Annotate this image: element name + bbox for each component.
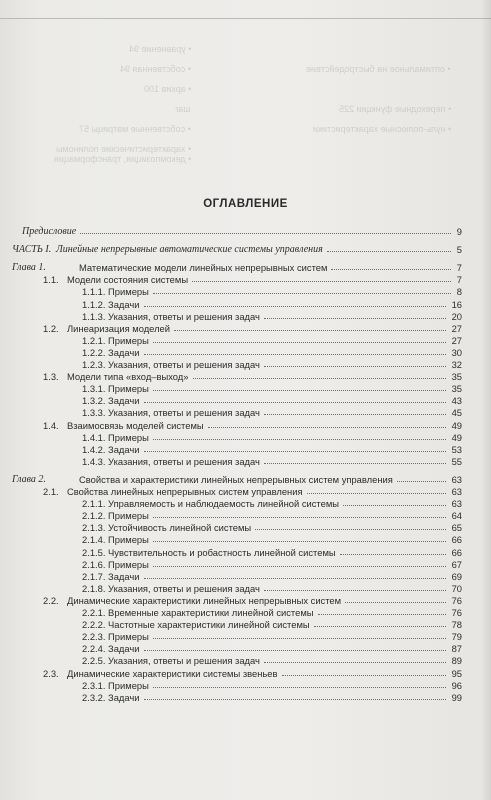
toc-entry-title: 2.3.2. Задачи bbox=[82, 691, 140, 703]
toc-entry-title: Предисловие bbox=[22, 226, 77, 237]
toc-leader-dots bbox=[192, 281, 451, 282]
toc-leader-dots bbox=[331, 269, 451, 270]
toc-entry bbox=[0, 383, 491, 395]
toc-leader-dots bbox=[343, 505, 446, 506]
toc-leader-dots bbox=[264, 366, 446, 367]
toc-entry-page: 78 bbox=[451, 619, 462, 631]
toc-entry-page: 55 bbox=[451, 455, 462, 467]
bleed-through-line: • декомпозиция, трансформация bbox=[53, 154, 191, 164]
toc-entry-page: 66 bbox=[451, 534, 462, 546]
toc-leader-dots bbox=[144, 354, 446, 355]
toc-entry bbox=[0, 522, 491, 534]
toc-leader-dots bbox=[174, 330, 446, 331]
toc-entry-title: Модели типа «вход–выход» bbox=[67, 371, 189, 383]
toc-entry bbox=[0, 262, 491, 274]
toc-entry-page: 63 bbox=[451, 498, 462, 510]
toc-entry-title: Математические модели линейных непрерывных систем bbox=[79, 262, 328, 274]
bleed-through-line: • собственные матрицы 57 bbox=[79, 124, 191, 134]
toc-entry bbox=[0, 607, 491, 619]
toc-entry-page: 43 bbox=[451, 395, 462, 407]
toc-entry-page: 76 bbox=[451, 594, 462, 606]
toc-entry bbox=[0, 359, 491, 371]
toc-entry bbox=[0, 226, 491, 238]
toc-entry bbox=[0, 299, 491, 311]
toc-entry bbox=[0, 444, 491, 456]
toc-entry-page: 7 bbox=[456, 274, 462, 286]
toc-leader-dots bbox=[153, 390, 446, 391]
bleed-through-line: • собственная 94 bbox=[120, 64, 191, 74]
toc-entry-page: 30 bbox=[451, 346, 462, 358]
toc-leader-dots bbox=[144, 650, 446, 651]
toc-entry-title: 1.4.1. Примеры bbox=[82, 431, 149, 443]
toc-entry-title: 2.1.7. Задачи bbox=[82, 570, 140, 582]
toc-leader-dots bbox=[255, 529, 446, 530]
toc-entry-title: 2.1.5. Чувствительность и робастность линейной системы bbox=[82, 546, 336, 558]
toc-entry-title: 1.4.3. Указания, ответы и решения задач bbox=[82, 455, 260, 467]
toc-entry-page: 99 bbox=[451, 691, 462, 703]
toc-entry-title: 1.2.3. Указания, ответы и решения задач bbox=[82, 359, 260, 370]
toc-leader-dots bbox=[80, 233, 451, 234]
toc-entry-title: 1.1.3. Указания, ответы и решения задач bbox=[82, 310, 260, 322]
toc-entry-title: 2.2.1. Временные характеристики линейной системы bbox=[82, 607, 314, 618]
toc-entry-title: 2.2.4. Задачи bbox=[82, 643, 140, 655]
toc-entry-title: Линеаризация моделей bbox=[67, 322, 170, 334]
toc-leader-dots bbox=[153, 566, 446, 567]
toc-entry-page: 8 bbox=[456, 286, 462, 298]
toc-entry-title: 1.1.1. Примеры bbox=[82, 286, 149, 298]
toc-entry-page: 32 bbox=[451, 359, 462, 370]
toc-leader-dots bbox=[264, 463, 446, 464]
toc-entry-page: 76 bbox=[451, 607, 462, 618]
toc-entry-title: 1.2.1. Примеры bbox=[82, 334, 149, 346]
toc-leader-dots bbox=[264, 414, 446, 415]
toc-entry bbox=[0, 335, 491, 347]
toc-entry-title: 1.1.2. Задачи bbox=[82, 298, 140, 310]
toc-entry-page: 66 bbox=[451, 546, 462, 558]
toc-entry-page: 63 bbox=[451, 486, 462, 497]
toc-entry-title: 2.2.3. Примеры bbox=[82, 631, 149, 643]
toc-entry bbox=[0, 432, 491, 444]
toc-entry-title: 2.1.8. Указания, ответы и решения задач bbox=[82, 582, 260, 594]
toc-leader-dots bbox=[153, 293, 451, 294]
toc-entry bbox=[0, 619, 491, 631]
toc-entry bbox=[0, 631, 491, 643]
toc-entry bbox=[0, 395, 491, 407]
toc-entry bbox=[0, 274, 491, 286]
toc-leader-dots bbox=[144, 306, 446, 307]
toc-entry-page: 63 bbox=[451, 473, 462, 485]
toc-leader-dots bbox=[144, 699, 446, 700]
toc-entry-title: 1.2.2. Задачи bbox=[82, 346, 140, 358]
bleed-through-line: • оптимальное на быстродействие bbox=[306, 64, 451, 74]
toc-leader-dots bbox=[208, 427, 446, 428]
toc-leader-dots bbox=[264, 590, 446, 591]
toc-entry-page: 16 bbox=[451, 298, 462, 310]
toc-leader-dots bbox=[193, 378, 446, 379]
bleed-through-line: • переходные функции 225 bbox=[338, 104, 451, 114]
toc-leader-dots bbox=[282, 675, 446, 676]
toc-leader-dots bbox=[327, 251, 451, 252]
toc-entry-number: 1.2. bbox=[43, 322, 59, 334]
toc-entry bbox=[0, 486, 491, 498]
toc-entry-page: 65 bbox=[451, 522, 462, 534]
toc-entry-page: 35 bbox=[451, 383, 462, 395]
toc-entry-number: 1.4. bbox=[43, 419, 59, 431]
toc-entry bbox=[0, 595, 491, 607]
toc-entry-title: 1.3.2. Задачи bbox=[82, 395, 140, 407]
toc-entry-title: Взаимосвязь моделей системы bbox=[67, 419, 204, 431]
toc-entry bbox=[0, 456, 491, 468]
toc-entry-page: 79 bbox=[451, 631, 462, 643]
toc-entry-title: Свойства линейных непрерывных систем управления bbox=[67, 486, 303, 497]
toc-entry-title: 1.3.3. Указания, ответы и решения задач bbox=[82, 407, 260, 419]
bleed-through-line: • уравнение 94 bbox=[128, 44, 191, 54]
toc-entry-number: ЧАСТЬ I. bbox=[12, 244, 52, 256]
toc-entry bbox=[0, 692, 491, 704]
bleed-through-line: • архив 100 bbox=[143, 84, 191, 94]
toc-entry-page: 89 bbox=[451, 655, 462, 667]
toc-leader-dots bbox=[144, 402, 446, 403]
toc-entry-page: 49 bbox=[451, 431, 462, 443]
toc-entry-title: 2.2.5. Указания, ответы и решения задач bbox=[82, 655, 260, 667]
bleed-through-line: • характеристические полиномы bbox=[55, 144, 191, 154]
toc-entry-title: 2.1.3. Устойчивость линейной системы bbox=[82, 522, 252, 534]
toc-entry bbox=[0, 311, 491, 323]
toc-entry bbox=[0, 244, 491, 256]
toc-leader-dots bbox=[153, 638, 446, 639]
toc-entry bbox=[0, 583, 491, 595]
toc-leader-dots bbox=[153, 342, 446, 343]
toc-entry bbox=[0, 534, 491, 546]
toc-heading: ОГЛАВЛЕНИЕ bbox=[203, 198, 288, 210]
toc-entry bbox=[0, 655, 491, 667]
toc-entry-page: 96 bbox=[451, 679, 462, 691]
toc-leader-dots bbox=[153, 541, 446, 542]
toc-leader-dots bbox=[397, 481, 446, 482]
toc-leader-dots bbox=[144, 451, 446, 452]
toc-entry bbox=[0, 643, 491, 655]
bleed-through-line: • нуль-полюсные характеристики bbox=[312, 124, 451, 134]
toc-entry bbox=[0, 420, 491, 432]
toc-entry-number: 2.3. bbox=[43, 667, 59, 679]
toc-entry-number: 1.1. bbox=[43, 274, 59, 286]
toc-entry bbox=[0, 407, 491, 419]
toc-entry-title: Динамические характеристики линейных непрерывных систем bbox=[67, 594, 342, 606]
toc-entry-number: Глава 1. bbox=[12, 262, 46, 274]
toc-leader-dots bbox=[144, 578, 446, 579]
toc-entry-number: 1.3. bbox=[43, 371, 59, 383]
toc-entry-page: 49 bbox=[451, 419, 462, 431]
toc-entry-page: 70 bbox=[451, 582, 462, 594]
toc-entry-page: 27 bbox=[451, 334, 462, 346]
toc-entry-page: 64 bbox=[451, 510, 462, 522]
toc-entry bbox=[0, 510, 491, 522]
toc-leader-dots bbox=[307, 493, 446, 494]
toc-leader-dots bbox=[153, 687, 446, 688]
toc-entry-title: Модели состояния системы bbox=[67, 274, 189, 286]
toc-entry-title: 1.4.2. Задачи bbox=[82, 443, 140, 455]
toc-entry-page: 53 bbox=[451, 443, 462, 455]
toc-leader-dots bbox=[345, 602, 446, 603]
toc-entry bbox=[0, 323, 491, 335]
toc-entry-page: 7 bbox=[456, 262, 462, 274]
toc-entry-page: 69 bbox=[451, 570, 462, 582]
toc-entry bbox=[0, 347, 491, 359]
toc-entry-page: 5 bbox=[456, 244, 462, 256]
toc-entry-number: Глава 2. bbox=[12, 473, 46, 485]
toc-leader-dots bbox=[340, 554, 446, 555]
toc-entry-page: 67 bbox=[451, 558, 462, 570]
toc-entry bbox=[0, 571, 491, 583]
toc-leader-dots bbox=[153, 517, 446, 518]
toc-entry bbox=[0, 547, 491, 559]
toc-entry-title: 2.1.4. Примеры bbox=[82, 534, 149, 546]
toc-leader-dots bbox=[264, 318, 446, 319]
toc-entry-page: 20 bbox=[451, 310, 462, 322]
toc-entry-title: Линейные непрерывные автоматические системы управления bbox=[56, 244, 323, 256]
toc-entry-page: 45 bbox=[451, 407, 462, 419]
toc-entry-page: 9 bbox=[456, 226, 462, 237]
toc-entry-title: 2.3.1. Примеры bbox=[82, 679, 149, 691]
toc-entry-title: 2.1.6. Примеры bbox=[82, 558, 149, 570]
toc-entry-title: Свойства и характеристики линейных непрерывных систем управления bbox=[79, 473, 393, 485]
toc-leader-dots bbox=[314, 626, 446, 627]
toc-entry-page: 87 bbox=[451, 643, 462, 655]
bleed-through-text bbox=[0, 0, 491, 200]
toc-entry-number: 2.1. bbox=[43, 486, 59, 497]
toc-entry bbox=[0, 498, 491, 510]
toc-entry-title: 2.1.1. Управляемость и наблюдаемость линейной системы bbox=[82, 498, 340, 510]
toc-entry-page: 35 bbox=[451, 371, 462, 383]
toc-entry bbox=[0, 286, 491, 298]
bleed-through-line: шаг bbox=[175, 104, 191, 114]
toc-entry-page: 27 bbox=[451, 322, 462, 334]
toc-entry-title: 2.2.2. Частотные характеристики линейной системы bbox=[82, 619, 310, 631]
toc-entry bbox=[0, 668, 491, 680]
toc-leader-dots bbox=[153, 439, 446, 440]
toc-leader-dots bbox=[318, 614, 446, 615]
page-edge-shadow bbox=[481, 0, 491, 800]
toc-entry-title: Динамические характеристики системы звеньев bbox=[67, 667, 278, 679]
toc-entry bbox=[0, 371, 491, 383]
toc-leader-dots bbox=[264, 662, 446, 663]
toc-entry-title: 2.1.2. Примеры bbox=[82, 510, 149, 522]
toc-entry-number: 2.2. bbox=[43, 594, 59, 606]
toc-entry-title: 1.3.1. Примеры bbox=[82, 383, 149, 395]
toc-entry-page: 95 bbox=[451, 667, 462, 679]
toc-entry bbox=[0, 559, 491, 571]
toc-entry bbox=[0, 680, 491, 692]
toc-entry bbox=[0, 474, 491, 486]
